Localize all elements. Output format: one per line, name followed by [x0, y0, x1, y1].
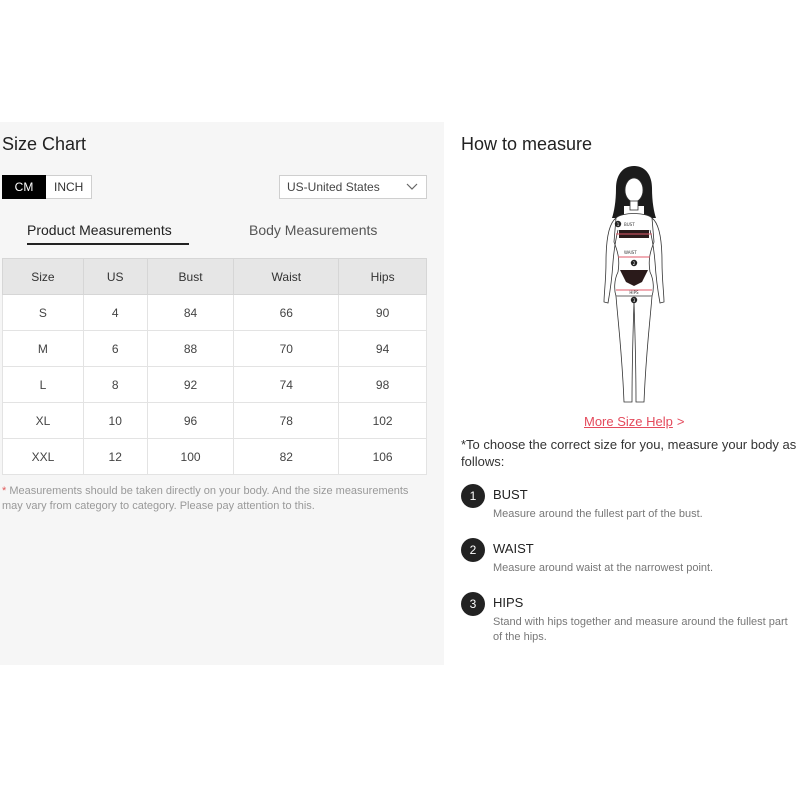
col-header-size: Size	[3, 259, 84, 295]
chevron-down-icon	[406, 182, 418, 192]
body-figure-illustration	[594, 162, 674, 412]
col-header-us: US	[83, 259, 147, 295]
more-size-help-link[interactable]	[584, 414, 684, 429]
table-cell: 84	[147, 295, 234, 331]
table-cell: 8	[83, 367, 147, 403]
table-row	[3, 439, 427, 475]
table-cell: 96	[147, 403, 234, 439]
figure-label-bust: BUST	[624, 222, 635, 227]
table-cell: 74	[234, 367, 339, 403]
country-select[interactable]	[279, 175, 427, 199]
col-header-waist: Waist	[234, 259, 339, 295]
col-header-bust: Bust	[147, 259, 234, 295]
unit-inch-button[interactable]: INCH	[46, 175, 92, 199]
note-text: Measurements should be taken directly on your body. And the size measurements may vary from category to category. Please pay attention to this.	[2, 485, 409, 512]
table-cell: 94	[339, 331, 427, 367]
tab-product-label: Product Measurements	[27, 222, 172, 238]
country-select-value: US-United States	[287, 180, 380, 194]
table-cell: 88	[147, 331, 234, 367]
step-name: HIPS	[493, 595, 524, 610]
table-cell: XL	[3, 403, 84, 439]
table-row	[3, 403, 427, 439]
table-cell: 10	[83, 403, 147, 439]
figure-label-hips: HIPS	[629, 290, 639, 295]
svg-text:2: 2	[632, 261, 636, 266]
step-number-badge: 3	[461, 592, 485, 616]
figure-label-waist: WAIST	[624, 250, 637, 255]
tab-body-measurements[interactable]: Body Measurements	[249, 222, 378, 238]
tab-product-measurements[interactable]	[27, 222, 189, 245]
chevron-right-icon: >	[676, 414, 685, 429]
size-chart-title: Size Chart	[2, 134, 87, 154]
note-asterisk: *	[2, 485, 7, 497]
table-cell: 66	[234, 295, 339, 331]
table-cell: L	[3, 367, 84, 403]
table-cell: XXL	[3, 439, 84, 475]
active-tab-underline	[27, 243, 189, 245]
table-cell: M	[3, 331, 84, 367]
unit-cm-button[interactable]: CM	[2, 175, 46, 199]
step-name: BUST	[493, 487, 528, 502]
svg-text:1: 1	[616, 222, 620, 227]
table-cell: 102	[339, 403, 427, 439]
table-cell: 98	[339, 367, 427, 403]
step-description: Measure around waist at the narrowest point.	[493, 562, 714, 574]
step-name: WAIST	[493, 541, 534, 556]
table-row	[3, 367, 427, 403]
table-cell: 70	[234, 331, 339, 367]
step-number-badge: 1	[461, 484, 485, 508]
measurement-note	[2, 484, 432, 514]
unit-toggle	[2, 175, 92, 199]
measure-instructions: *To choose the correct size for you, measure your body as follows:	[461, 437, 797, 469]
table-cell: 4	[83, 295, 147, 331]
table-cell: 78	[234, 403, 339, 439]
table-header-row	[3, 259, 427, 295]
step-number-badge: 2	[461, 538, 485, 562]
table-cell: 100	[147, 439, 234, 475]
col-header-hips: Hips	[339, 259, 427, 295]
table-cell: 6	[83, 331, 147, 367]
table-row	[3, 295, 427, 331]
table-cell: 12	[83, 439, 147, 475]
size-table	[2, 258, 427, 475]
more-size-help-label: More Size Help	[584, 414, 673, 429]
how-to-measure-title: How to measure	[461, 134, 593, 154]
table-row	[3, 331, 427, 367]
table-cell: S	[3, 295, 84, 331]
table-cell: 106	[339, 439, 427, 475]
table-cell: 92	[147, 367, 234, 403]
table-cell: 90	[339, 295, 427, 331]
svg-text:3: 3	[632, 298, 636, 303]
step-description: Stand with hips together and measure around the fullest part of the hips.	[493, 616, 788, 643]
step-description: Measure around the fullest part of the bust.	[493, 508, 703, 520]
table-cell: 82	[234, 439, 339, 475]
